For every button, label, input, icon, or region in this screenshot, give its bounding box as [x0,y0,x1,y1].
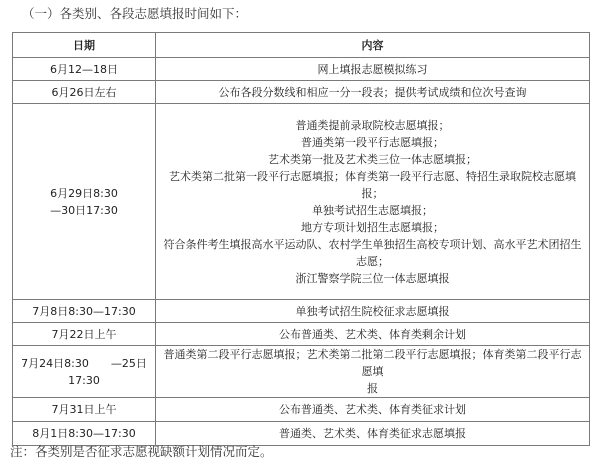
date-cell [13,104,156,300]
content-line: 普通类、艺术类、体育类征求志愿填报 [279,427,466,440]
date-cell [13,58,156,81]
content-cell [156,104,590,300]
table-row [13,58,590,81]
content-line: 普通类第二段平行志愿填报；艺术类第二批第二段平行志愿填报；体育类第二段平行志愿填 [163,348,582,378]
date-line: 17:30 [68,373,100,387]
content-column-header: 内容 [156,33,590,58]
content-line: 地方专项计划招生志愿填报； [301,220,444,234]
content-cell [156,323,590,346]
table-row [13,81,590,104]
content-cell [156,58,590,81]
date-line: 7月8日8:30—17:30 [32,304,136,318]
content-line: 符合条件考生填报高水平运动队、农村学生单独招生高校专项计划、高水平艺术团招生 [163,237,582,251]
content-line: 报； [361,186,384,200]
date-line: 6月29日8:30 [50,186,118,200]
content-line: 艺术类第二批第一段平行志愿填报；体育类第一段平行志愿、特招生录取院校志愿填 [169,169,576,183]
content-cell [156,81,590,104]
date-cell [13,81,156,104]
table-row [13,104,590,300]
date-line: 8月1日8:30—17:30 [32,427,136,440]
content-line: 普通类第一段平行志愿填报； [301,135,444,149]
content-line: 公布普通类、艺术类、体育类征求计划 [279,403,466,416]
content-line: 单独考试招生志愿填报； [312,203,433,217]
content-cell [156,398,590,422]
table-row [13,346,590,398]
content-line: 单独考试招生院校征求志愿填报 [295,304,450,318]
section-heading: （一）各类别、各段志愿填报时间如下： [22,6,248,21]
date-cell [13,398,156,422]
content-line: 报 [367,382,378,395]
content-line: 浙江警察学院三位一体志愿填报 [295,271,450,285]
schedule-table [12,32,590,446]
date-cell [13,300,156,323]
date-line: 7月31日上午 [51,403,117,416]
content-cell [156,300,590,323]
footnote: 注：各类别是否征求志愿视缺额计划情况而定。 [10,444,273,459]
table-row [13,398,590,422]
content-cell [156,346,590,398]
content-cell [156,422,590,446]
date-line: 6月12—18日 [50,62,118,76]
table-row [13,323,590,346]
date-cell [13,422,156,446]
content-line: 志愿； [356,254,389,268]
content-line: 网上填报志愿模拟练习 [317,62,428,76]
table-row [13,300,590,323]
content-line: 艺术类第一批及艺术类三位一体志愿填报； [268,152,477,166]
content-line: 公布普通类、艺术类、体育类剩余计划 [279,327,466,341]
table-header-row [13,33,590,58]
date-column-header: 日期 [13,33,156,58]
date-cell [13,323,156,346]
content-line: 普通类提前录取院校志愿填报； [295,118,450,132]
date-line: 6月26日左右 [51,85,117,99]
table-row [13,422,590,446]
date-line: 7月24日8:30 —25日 [21,356,147,370]
date-cell [13,346,156,398]
content-line: 公布各段分数线和相应一分一段表；提供考试成绩和位次号查询 [218,85,527,99]
date-line: 7月22日上午 [51,327,117,341]
date-line: —30日17:30 [50,203,118,217]
